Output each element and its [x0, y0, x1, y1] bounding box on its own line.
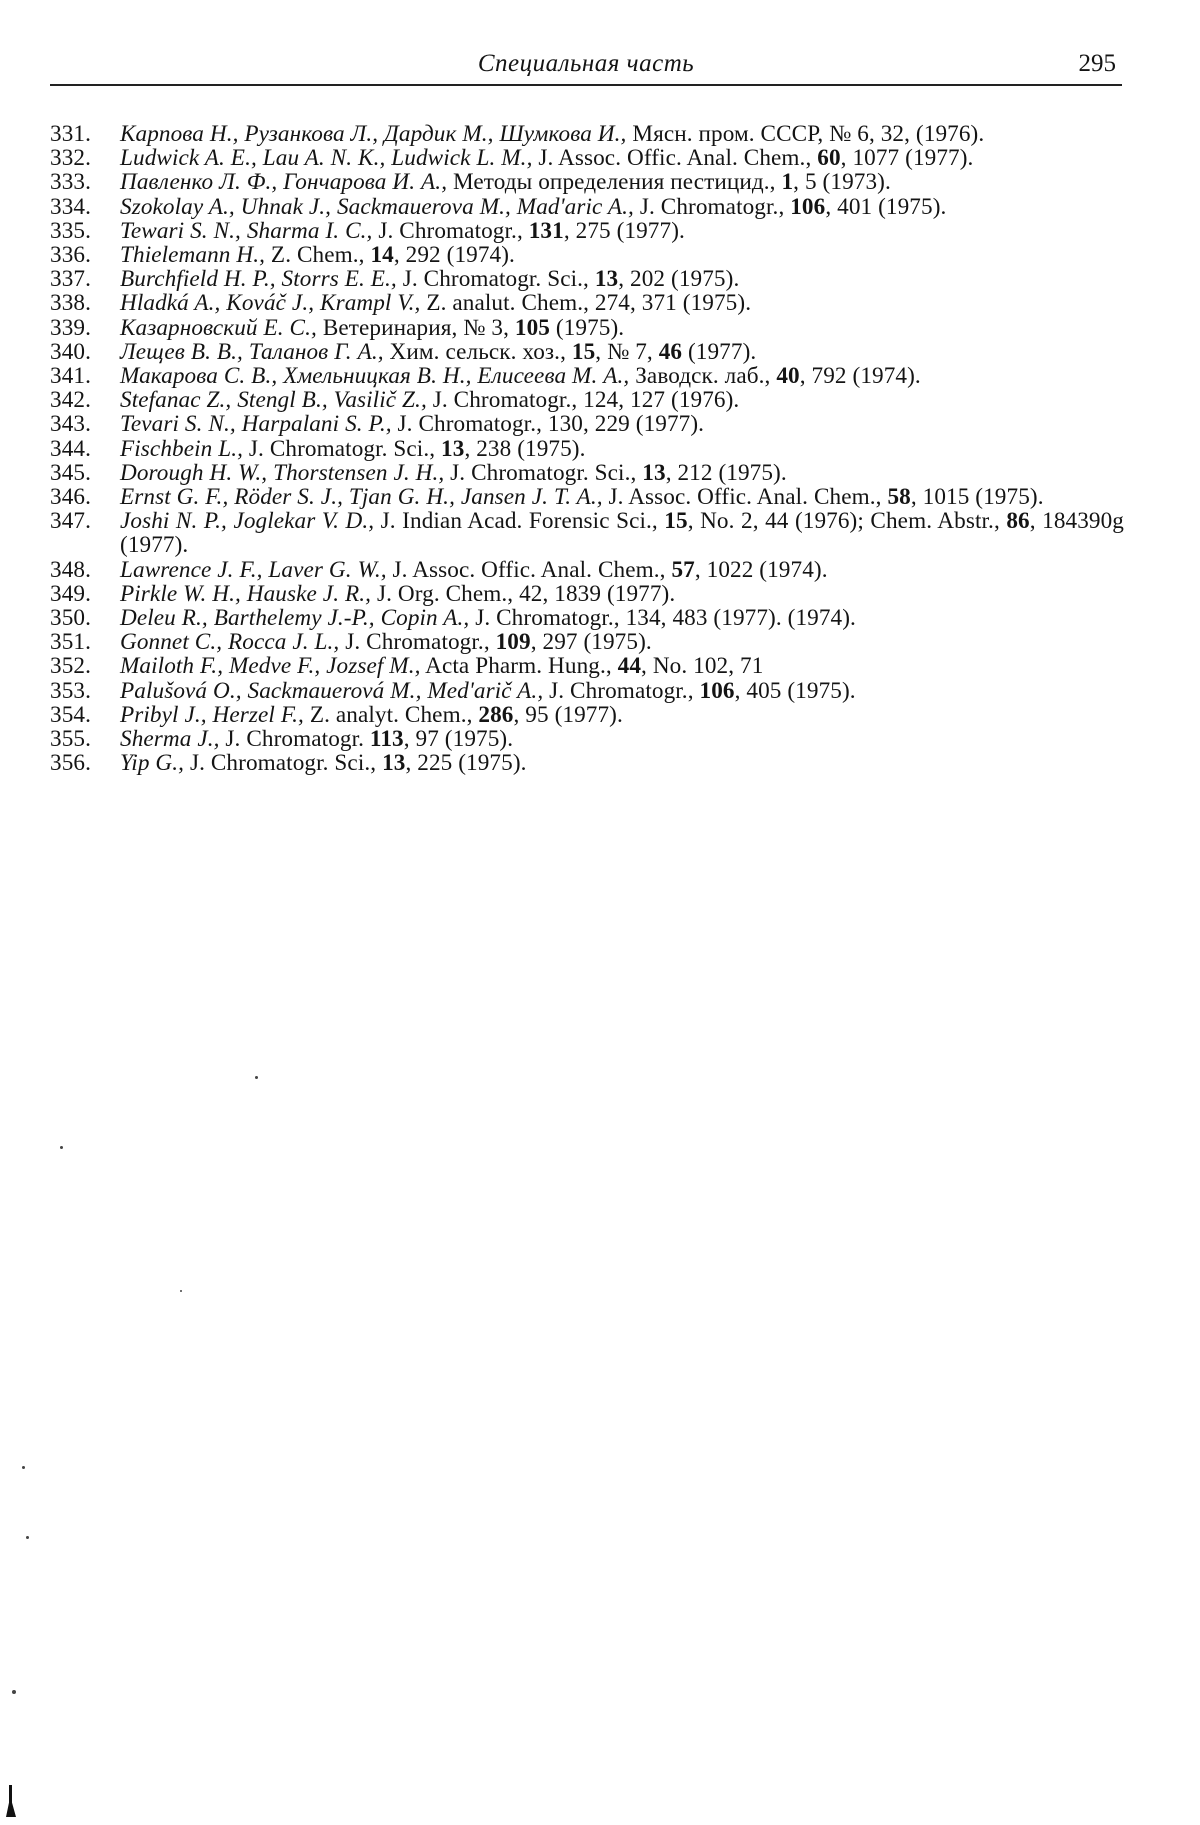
reference-text — [120, 364, 1124, 388]
reference-authors: Dorough H. W., Thorstensen J. H., — [120, 459, 445, 486]
reference-source: J. Chromatogr., — [543, 677, 700, 704]
reference-item — [50, 679, 1124, 703]
reference-item — [50, 485, 1124, 509]
reference-source: Методы определения пестицид., — [447, 169, 782, 196]
reference-number: 343. — [50, 411, 91, 438]
reference-text — [120, 606, 1124, 630]
reference-item — [50, 412, 1124, 436]
reference-item — [50, 558, 1124, 582]
reference-source: J. Assoc. Offic. Anal. Chem., — [386, 556, 672, 583]
reference-source: J. Chromatogr. Sci., — [444, 459, 643, 486]
reference-text — [120, 727, 1124, 751]
reference-source: Z. Chem., — [265, 242, 371, 269]
reference-source: Заводск. лаб., — [629, 363, 777, 390]
reference-number: 346. — [50, 484, 91, 511]
reference-authors: Joshi N. P., Joglekar V. D., — [120, 508, 375, 535]
reference-source: Ветеринария, № 3, — [316, 314, 515, 341]
scan-mark-icon — [6, 1785, 16, 1817]
reference-number: 336. — [50, 242, 91, 269]
reference-source: , 97 (1975). — [403, 726, 514, 753]
reference-item — [50, 582, 1124, 606]
reference-source: , 792 (1974). — [799, 363, 921, 390]
reference-source: Мясн. пром. СССР, № 6, 32, (1976). — [626, 121, 985, 147]
reference-source: J. Indian Acad. Forensic Sci., — [374, 508, 665, 535]
reference-item — [50, 509, 1124, 557]
reference-item — [50, 388, 1124, 412]
reference-number: 333. — [50, 169, 91, 196]
reference-text — [120, 679, 1124, 703]
reference-authors: Palušová O., Sackmauerová M., Med'arič A., — [120, 677, 544, 704]
reference-text — [120, 437, 1124, 461]
reference-text — [120, 461, 1124, 485]
reference-text — [120, 412, 1124, 436]
reference-volume: 15 — [664, 508, 688, 535]
reference-number: 342. — [50, 387, 91, 414]
reference-source: (1975). — [549, 314, 625, 341]
reference-text — [120, 509, 1124, 557]
reference-authors: Hladká A., Kováč J., Krampl V., — [120, 290, 421, 317]
reference-item — [50, 146, 1124, 170]
reference-text — [120, 195, 1124, 219]
reference-item — [50, 364, 1124, 388]
reference-source: , 275 (1977). — [563, 217, 685, 244]
reference-source: Acta Pharm. Hung., — [420, 653, 618, 680]
reference-source: J. Chromatogr. — [219, 726, 370, 753]
reference-list — [50, 122, 1124, 775]
reference-number: 351. — [50, 629, 91, 656]
reference-authors: Burchfield H. P., Storrs E. E., — [120, 266, 397, 293]
reference-authors: Stefanac Z., Stengl B., Vasilič Z., — [120, 387, 427, 414]
reference-item — [50, 291, 1124, 315]
reference-source: , № 7, — [595, 338, 659, 365]
reference-text — [120, 630, 1124, 654]
scan-speck — [60, 1146, 63, 1149]
reference-item — [50, 654, 1124, 678]
reference-text — [120, 219, 1124, 243]
reference-volume: 106 — [699, 677, 735, 704]
reference-volume: 105 — [514, 314, 550, 341]
reference-item — [50, 316, 1124, 340]
reference-source: J. Org. Chem., 42, 1839 (1977). — [371, 580, 676, 607]
reference-authors: Pribyl J., Herzel F., — [120, 701, 304, 728]
reference-text — [120, 388, 1124, 412]
reference-number: 335. — [50, 217, 91, 244]
reference-source: J. Chromatogr., — [372, 217, 529, 244]
reference-source: , 297 (1975). — [530, 629, 652, 656]
reference-text — [120, 122, 1124, 146]
reference-source: Z. analut. Chem., 274, 371 (1975). — [420, 290, 752, 317]
reference-source: J. Chromatogr. Sci., — [243, 435, 442, 462]
reference-number: 348. — [50, 556, 91, 583]
reference-authors: Deleu R., Barthelemy J.-P., Copin A., — [120, 605, 470, 632]
reference-volume: 13 — [441, 435, 465, 462]
reference-text — [120, 485, 1124, 509]
reference-authors: Sherma J., — [120, 726, 220, 753]
reference-text — [120, 340, 1124, 364]
reference-authors: Tevari S. N., Harpalani S. P., — [120, 411, 392, 438]
reference-authors: Fischbein L., — [120, 435, 244, 462]
reference-authors: Павленко Л. Ф., Гончарова И. А., — [120, 169, 448, 196]
reference-source: , 1077 (1977). — [840, 145, 974, 172]
reference-volume: 106 — [790, 193, 826, 220]
reference-source: , 212 (1975). — [665, 459, 787, 486]
scan-speck — [12, 1690, 16, 1694]
scan-speck — [180, 1290, 182, 1292]
reference-volume: 57 — [671, 556, 695, 583]
reference-text — [120, 146, 1124, 170]
reference-number: 345. — [50, 459, 91, 486]
reference-item — [50, 195, 1124, 219]
reference-source: J. Assoc. Offic. Anal. Chem., — [532, 145, 818, 172]
reference-source: J. Assoc. Offic. Anal. Chem., — [602, 484, 888, 511]
reference-item — [50, 727, 1124, 751]
reference-source: (1977). — [682, 338, 757, 365]
reference-authors: Lawrence J. F., Laver G. W., — [120, 556, 387, 583]
reference-text — [120, 654, 1124, 678]
reference-source: , 238 (1975). — [464, 435, 586, 462]
reference-item — [50, 267, 1124, 291]
running-title: Специальная часть — [477, 50, 695, 77]
reference-text — [120, 582, 1124, 606]
reference-source: Хим. сельск. хоз., — [383, 338, 572, 365]
reference-source: Z. analyt. Chem., — [303, 701, 479, 728]
reference-volume: 1 — [781, 169, 794, 196]
reference-source: , 202 (1975). — [618, 266, 740, 293]
reference-item — [50, 340, 1124, 364]
reference-volume: 46 — [658, 338, 683, 365]
reference-volume: 13 — [642, 459, 666, 486]
reference-authors: Thielemann H., — [120, 242, 266, 269]
reference-number: 356. — [50, 750, 91, 777]
reference-number: 338. — [50, 290, 91, 317]
reference-volume: 109 — [495, 629, 531, 656]
reference-authors: Pirkle W. H., Hauske J. R., — [120, 580, 372, 607]
reference-text — [120, 703, 1124, 727]
reference-item — [50, 461, 1124, 485]
reference-source: , 95 (1977). — [513, 701, 623, 728]
reference-number: 332. — [50, 145, 91, 172]
reference-text — [120, 751, 1124, 775]
reference-number: 334. — [50, 193, 91, 220]
reference-source: , 1022 (1974). — [694, 556, 828, 583]
reference-source: J. Chromatogr., 130, 229 (1977). — [391, 411, 705, 438]
reference-text — [120, 243, 1124, 267]
reference-source: J. Chromatogr. Sci., — [396, 266, 595, 293]
reference-authors: Mailoth F., Medve F., Jozsef M., — [120, 653, 421, 680]
reference-number: 353. — [50, 677, 91, 704]
reference-item — [50, 122, 1124, 146]
reference-authors: Gonnet C., Rocca J. L., — [120, 629, 340, 656]
reference-source: J. Chromatogr., 134, 483 (1977). (1974). — [469, 605, 856, 632]
reference-source: , No. 102, 71 — [641, 653, 764, 680]
reference-volume: 15 — [571, 338, 596, 365]
reference-text — [120, 558, 1124, 582]
reference-source: J. Chromatogr., — [633, 193, 791, 220]
reference-number: 350. — [50, 605, 91, 632]
reference-number: 352. — [50, 653, 91, 680]
reference-volume: 14 — [370, 242, 394, 269]
reference-volume: 44 — [617, 653, 642, 680]
reference-item — [50, 606, 1124, 630]
reference-item — [50, 243, 1124, 267]
reference-number: 347. — [50, 508, 91, 535]
reference-authors: Казарновский Е. С., — [120, 314, 317, 341]
reference-text — [120, 267, 1124, 291]
reference-volume: 131 — [528, 217, 564, 244]
reference-number: 340. — [50, 338, 91, 365]
reference-source: , No. 2, 44 (1976); Chem. Abstr., — [687, 508, 1007, 535]
reference-authors: Макарова С. В., Хмельницкая В. Н., Елисеева М. А., — [120, 363, 630, 390]
reference-item — [50, 170, 1124, 194]
reference-volume: 13 — [382, 750, 406, 777]
reference-text — [120, 170, 1124, 194]
reference-source: , 225 (1975). — [405, 750, 527, 777]
reference-source: J. Chromatogr. Sci., — [184, 750, 383, 777]
scan-speck — [255, 1076, 258, 1079]
reference-authors: Ludwick A. E., Lau A. N. K., Ludwick L. M., — [120, 145, 533, 172]
reference-item — [50, 437, 1124, 461]
reference-number: 344. — [50, 435, 91, 462]
reference-volume: 113 — [369, 726, 404, 753]
reference-number: 349. — [50, 580, 91, 607]
reference-authors: Tewari S. N., Sharma I. C., — [120, 217, 373, 244]
reference-item — [50, 630, 1124, 654]
reference-volume: 86 — [1006, 508, 1030, 535]
running-header — [50, 44, 1122, 86]
reference-source: , 184390g (1977). — [120, 508, 1124, 559]
reference-source: J. Chromatogr., — [339, 629, 496, 656]
reference-authors: Szokolay A., Uhnak J., Sackmauerova M., Mad'aric A., — [120, 193, 634, 220]
reference-text — [120, 291, 1124, 315]
reference-number: 355. — [50, 726, 91, 753]
scan-speck — [26, 1536, 29, 1539]
reference-number: 354. — [50, 701, 91, 728]
reference-source: , 5 (1973). — [793, 169, 891, 196]
reference-volume: 58 — [887, 484, 911, 511]
reference-number: 341. — [50, 363, 91, 390]
scan-speck — [22, 1466, 25, 1469]
reference-item — [50, 703, 1124, 727]
reference-source: , 405 (1975). — [734, 677, 856, 704]
reference-authors: Лещев В. В., Таланов Г. А., — [120, 338, 384, 365]
reference-number: 339. — [50, 314, 91, 341]
reference-volume: 286 — [478, 701, 514, 728]
reference-source: , 401 (1975). — [825, 193, 947, 220]
reference-item — [50, 219, 1124, 243]
reference-authors: Yip G., — [120, 750, 185, 777]
reference-authors: Карпова Н., Рузанкова Л., Дардик М., Шумкова И., — [120, 121, 627, 147]
reference-source: , 292 (1974). — [393, 242, 515, 269]
reference-item — [50, 751, 1124, 775]
reference-volume: 60 — [817, 145, 841, 172]
reference-source: , 1015 (1975). — [910, 484, 1044, 511]
page-number: 295 — [1078, 50, 1116, 77]
reference-volume: 40 — [776, 363, 800, 390]
reference-number: 337. — [50, 266, 91, 293]
reference-number: 331. — [50, 121, 91, 147]
reference-authors: Ernst G. F., Röder S. J., Tjan G. H., Jansen J. T. A., — [120, 484, 603, 511]
reference-text — [120, 316, 1124, 340]
reference-volume: 13 — [594, 266, 619, 293]
reference-source: J. Chromatogr., 124, 127 (1976). — [426, 387, 740, 414]
